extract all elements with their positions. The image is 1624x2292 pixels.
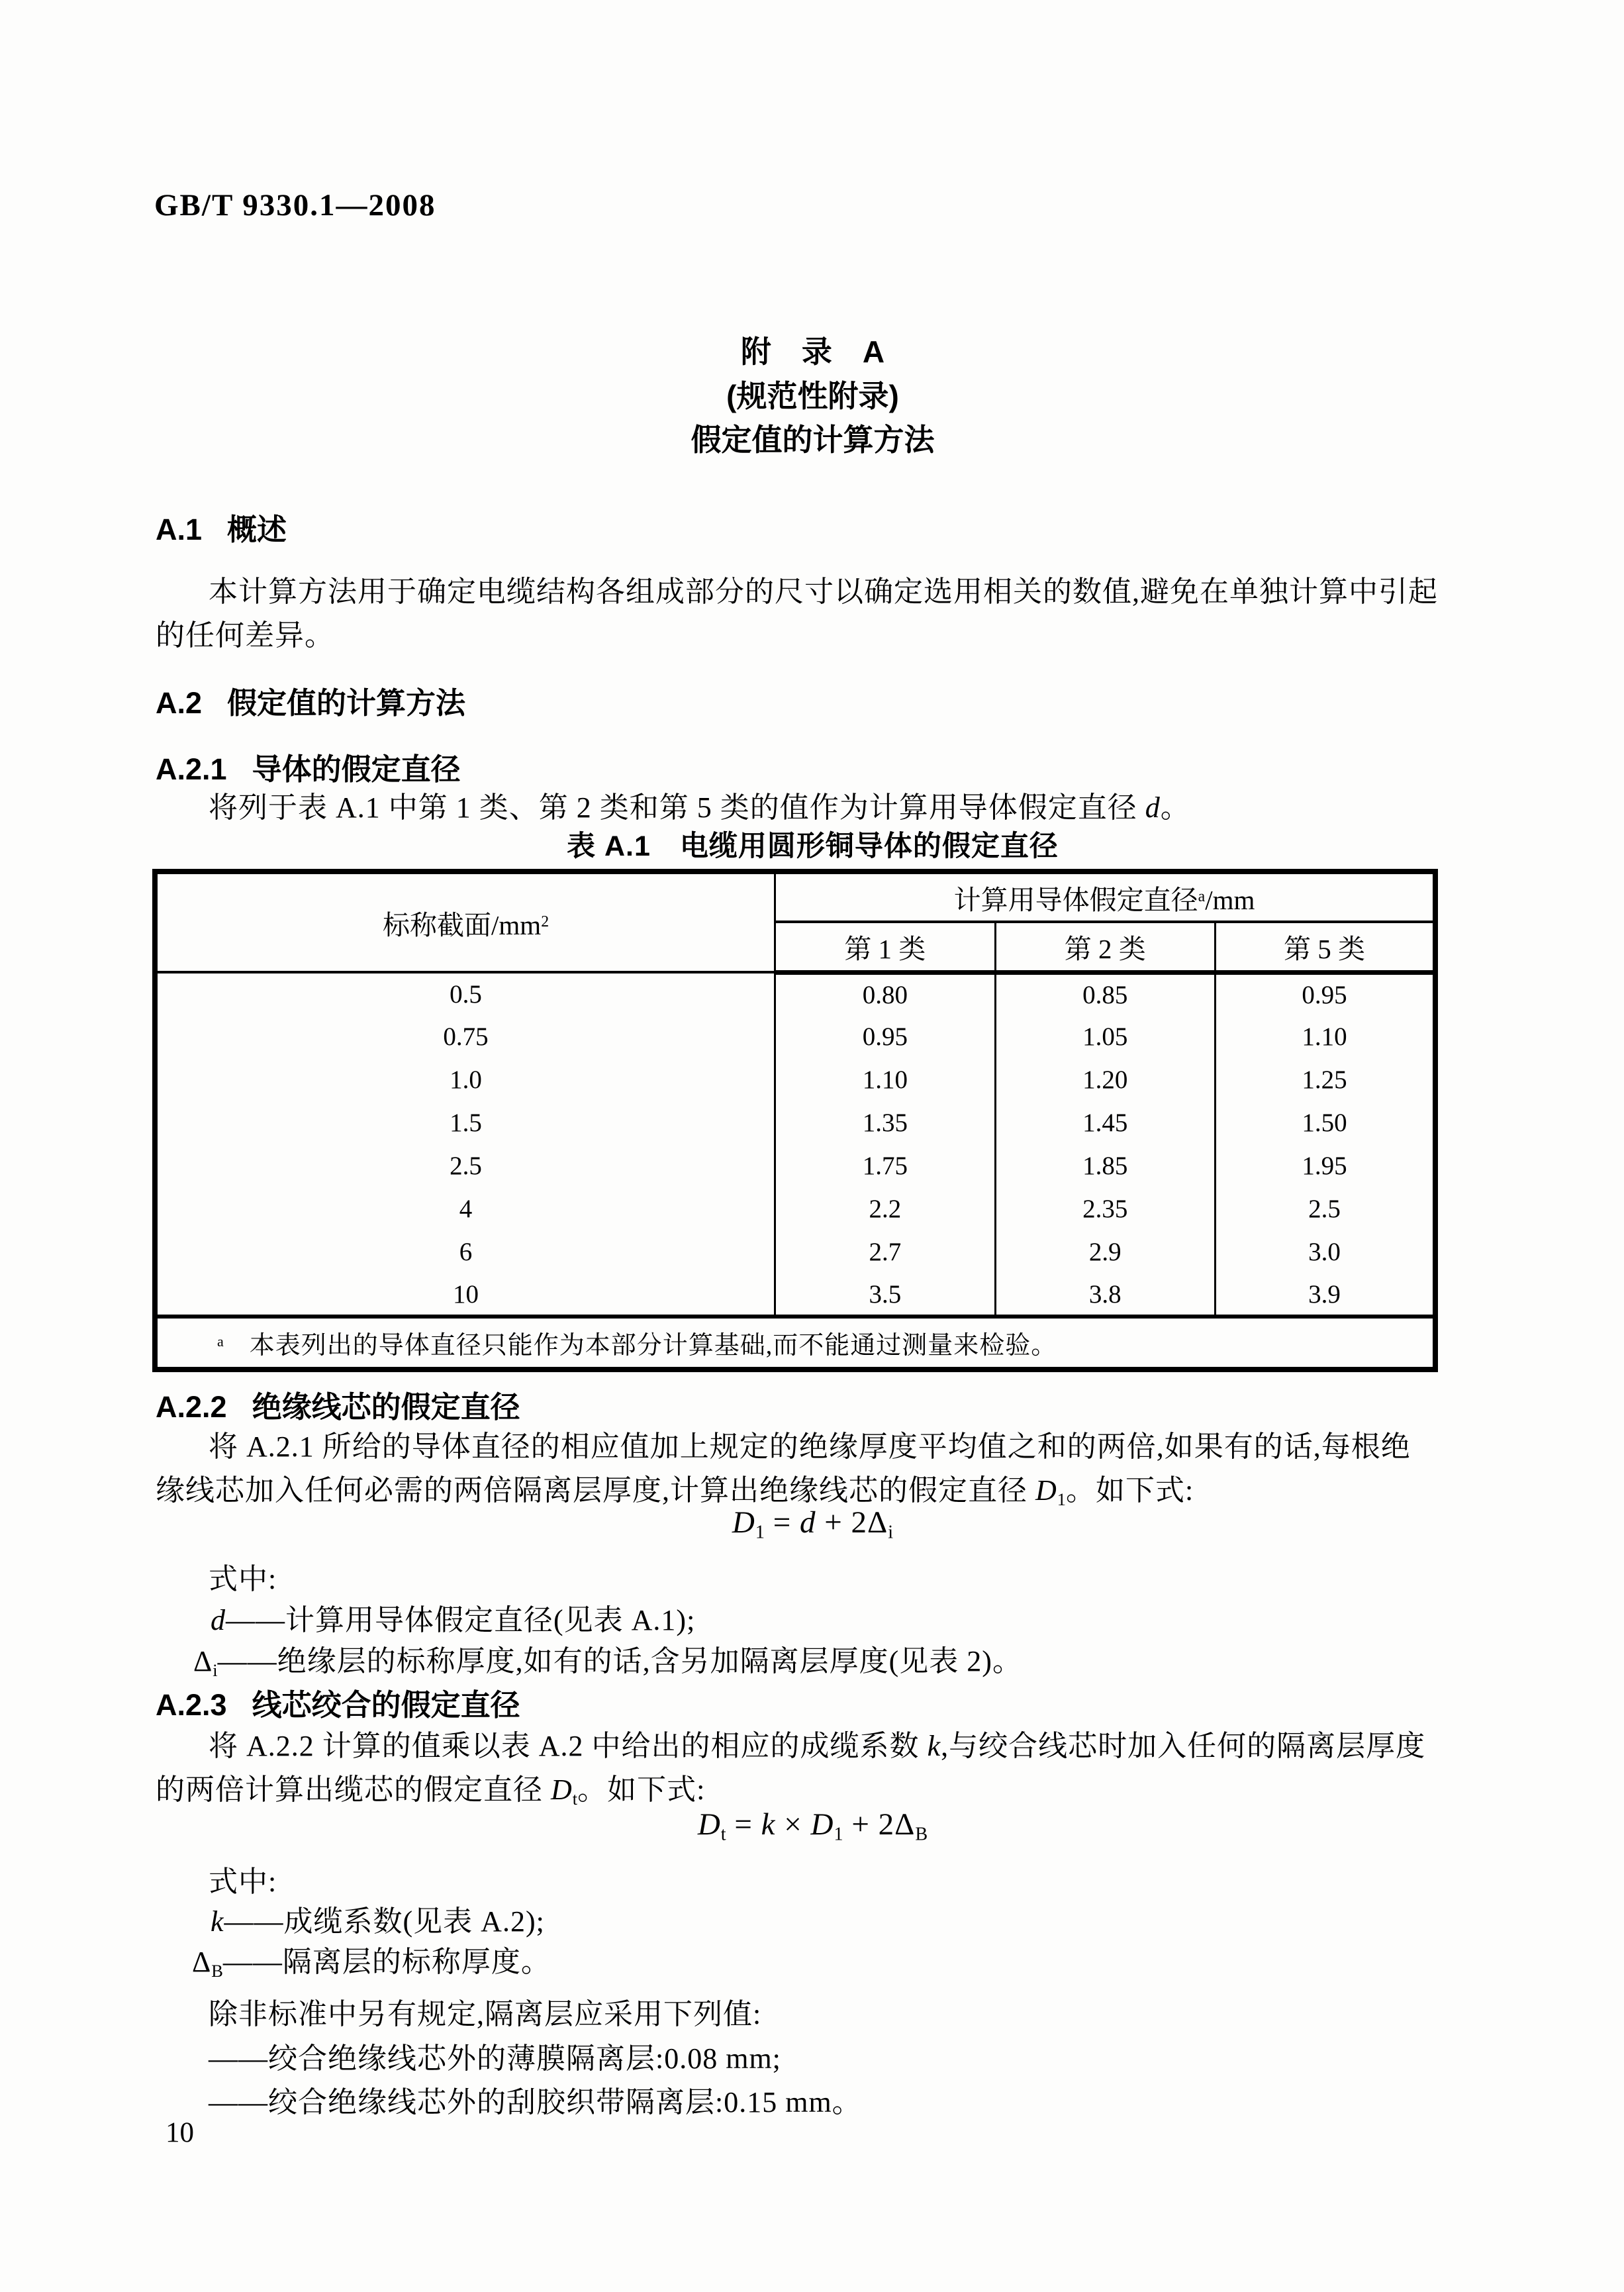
formula-insulated-core-diameter: $D_1 = d + 2\Delta_i$ — [732, 1505, 894, 1543]
table-cell: 0.5 — [155, 972, 775, 1015]
section-a23-heading — [156, 1681, 520, 1724]
table-a1-footnote-row — [155, 1317, 1435, 1370]
section-a23-title: 线芯绞合的假定直径 — [252, 1688, 520, 1722]
section-a23-paragraph-line1: 将 A.2.2 计算的值乘以表 A.2 中给出的相应的成缆系数 k,与绞合线芯时加入任何的隔离层厚度 — [209, 1730, 1426, 1762]
section-a21-paragraph: 将列于表 A.1 中第 1 类、第 2 类和第 5 类的值作为计算用导体假定直径 d。 — [209, 791, 1190, 824]
table-cell: 6 — [155, 1230, 775, 1273]
section-a23-def-delta-b: $\Delta_B——$隔离层的标称厚度。 — [192, 1946, 551, 1981]
formula-cabled-core-diameter: $D_t = k \times D_1 + 2\Delta_B$ — [697, 1807, 928, 1845]
appendix-title-line3: 假定值的计算方法 — [691, 423, 935, 457]
appendix-title-line2: (规范性附录) — [726, 379, 899, 413]
table-cell: 1.25 — [1216, 1058, 1435, 1101]
table-cell: 1.95 — [1216, 1144, 1435, 1187]
page-number: 10 — [166, 2117, 194, 2148]
section-a22-paragraph-line1: 将 A.2.1 所给的导体直径的相应值加上规定的绝缘厚度平均值之和的两倍,如果有的话,每根绝 — [209, 1430, 1411, 1463]
table-cell: 1.0 — [155, 1058, 775, 1101]
table-a1-footnote: $^a$ 本表列出的导体直径只能作为本部分计算基础,而不能通过测量来检验。 — [155, 1317, 1435, 1370]
table-a1-span-header-row — [155, 872, 1435, 922]
table-cell: 3.8 — [995, 1273, 1215, 1317]
section-a22-def-d: d——计算用导体假定直径(见表 A.1); — [211, 1604, 696, 1636]
table-cell: 3.0 — [1216, 1230, 1435, 1273]
section-a21-heading — [156, 745, 461, 788]
section-a22-paragraph-line2: 缘线芯加入任何必需的两倍隔离层厚度,计算出绝缘线芯的假定直径 $D_1$。如下式: — [156, 1474, 1194, 1509]
table-row — [155, 1187, 1435, 1230]
section-a23-paragraph-line2: 的两倍计算出缆芯的假定直径 $D_t$。如下式: — [156, 1773, 706, 1809]
table-a1-subheader-class1: 第 1 类 — [775, 922, 995, 972]
section-a22-number: A.2.2 — [156, 1390, 227, 1424]
section-a21-title: 导体的假定直径 — [252, 752, 461, 786]
table-cell: 2.2 — [775, 1187, 995, 1230]
section-a23-number: A.2.3 — [156, 1688, 227, 1722]
table-cell: 3.5 — [775, 1273, 995, 1317]
section-a2-number: A.2 — [156, 686, 203, 720]
table-a1-caption: 表 A.1 电缆用圆形铜导体的假定直径 — [567, 830, 1059, 862]
table-cell: 2.9 — [995, 1230, 1215, 1273]
table-a1-subheader-class2: 第 2 类 — [995, 922, 1215, 972]
table-cell: 1.20 — [995, 1058, 1215, 1101]
table-cell: 0.85 — [995, 972, 1215, 1015]
table-cell: 1.85 — [995, 1144, 1215, 1187]
table-a1-subheader-class5: 第 5 类 — [1216, 922, 1435, 972]
table-cell: 1.45 — [995, 1101, 1215, 1144]
table-cell: 0.95 — [775, 1015, 995, 1058]
section-a1-paragraph-line2: 的任何差异。 — [156, 619, 334, 652]
section-a23-def-k: k——成缆系数(见表 A.2); — [211, 1905, 545, 1938]
table-cell: 2.5 — [155, 1144, 775, 1187]
table-a1 — [152, 869, 1438, 1372]
section-a23-where-label: 式中: — [209, 1866, 277, 1898]
table-cell: 1.35 — [775, 1101, 995, 1144]
section-a22-def-delta-i: $\Delta_i——$绝缘层的标称厚度,如有的话,含另加隔离层厚度(见表 2)。 — [193, 1645, 1022, 1680]
section-a22-title: 绝缘线芯的假定直径 — [252, 1390, 520, 1424]
table-cell: 1.50 — [1216, 1101, 1435, 1144]
table-cell: 2.7 — [775, 1230, 995, 1273]
appendix-title-line1: 附 录 A — [740, 334, 885, 369]
table-row — [155, 1101, 1435, 1144]
section-a1-number: A.1 — [156, 513, 203, 546]
table-row — [155, 972, 1435, 1015]
section-a23-note-line: 除非标准中另有规定,隔离层应采用下列值: — [209, 1998, 762, 2030]
table-cell: 0.75 — [155, 1015, 775, 1058]
table-cell: 1.5 — [155, 1101, 775, 1144]
table-row — [155, 1273, 1435, 1317]
table-cell: 0.80 — [775, 972, 995, 1015]
table-cell: 2.5 — [1216, 1187, 1435, 1230]
section-a21-number: A.2.1 — [156, 752, 227, 786]
table-cell: 1.75 — [775, 1144, 995, 1187]
section-a23-bullet-film: ——绞合绝缘线芯外的薄膜隔离层:0.08 mm; — [209, 2042, 781, 2075]
table-cell: 1.10 — [775, 1058, 995, 1101]
table-row — [155, 1015, 1435, 1058]
table-row — [155, 1230, 1435, 1273]
doc-number: GB/T 9330.1—2008 — [154, 188, 436, 223]
section-a1-heading — [156, 505, 287, 548]
section-a22-heading — [156, 1383, 520, 1426]
section-a1-paragraph-line1: 本计算方法用于确定电缆结构各组成部分的尺寸以确定选用相关的数值,避免在单独计算中引起 — [209, 575, 1438, 608]
section-a2-heading — [156, 679, 465, 722]
section-a1-title: 概述 — [227, 513, 287, 546]
table-cell: 1.10 — [1216, 1015, 1435, 1058]
table-a1-span-header: 计算用导体假定直径$^a$/mm — [775, 872, 1435, 922]
table-cell: 2.35 — [995, 1187, 1215, 1230]
table-a1-corner-header: 标称截面$/mm^2$ — [155, 872, 775, 972]
table-cell: 0.95 — [1216, 972, 1435, 1015]
table-row — [155, 1144, 1435, 1187]
table-cell: 10 — [155, 1273, 775, 1317]
section-a22-where-label: 式中: — [209, 1563, 277, 1595]
table-cell: 3.9 — [1216, 1273, 1435, 1317]
section-a2-title: 假定值的计算方法 — [227, 686, 466, 720]
table-cell: 1.05 — [995, 1015, 1215, 1058]
table-cell: 4 — [155, 1187, 775, 1230]
section-a23-bullet-tape: ——绞合绝缘线芯外的刮胶织带隔离层:0.15 mm。 — [209, 2086, 862, 2118]
table-row — [155, 1058, 1435, 1101]
